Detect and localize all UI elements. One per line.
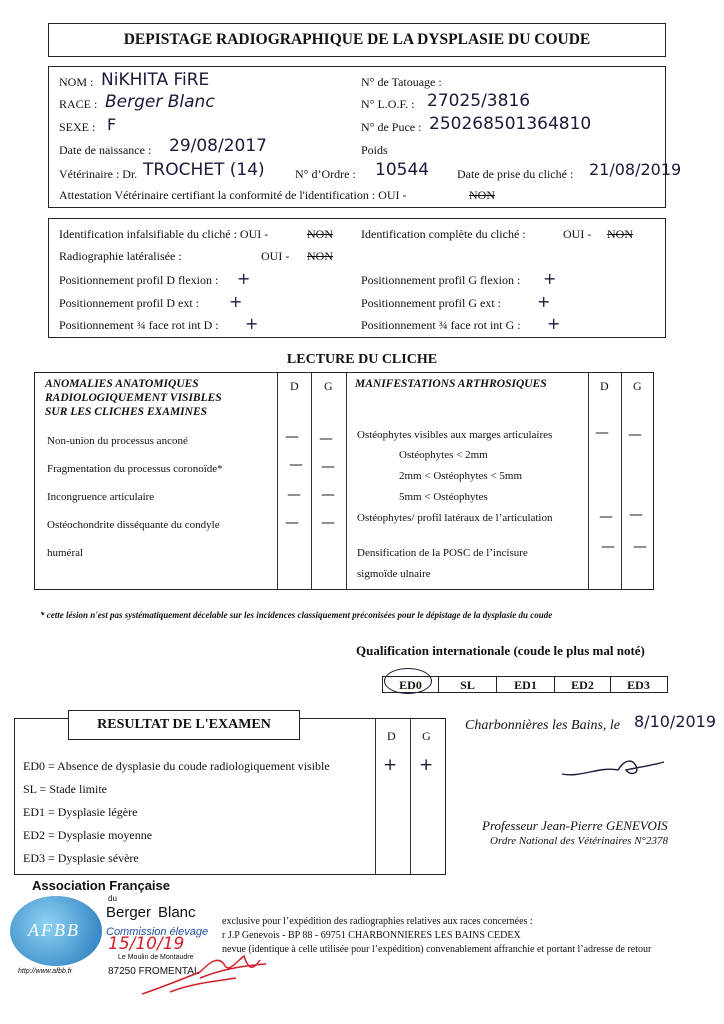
right-row-3: 2mm < Ostéophytes < 5mm [399,470,523,482]
resultat-col-d: D [387,729,396,743]
left-row-2: Fragmentation du processus coronoïde* [47,463,223,475]
mark-left-g-1: — [319,431,333,447]
bottom-line-3: nevue (identique à celle utilisée pour l’expédition) convenablement affranchie et portant l’adresse de retour [222,944,652,955]
stamp-url: http://www.afbb.fr [18,968,73,975]
stamp-assoc: Association Française [32,878,170,893]
radio-lat-non: NON [307,249,333,263]
ordre-label: N° d’Ordre : [295,167,356,181]
ident-complete-oui: OUI - [563,227,592,241]
resultat-g-mark: + [419,755,434,775]
veterinaire-value: TROCHET (14) [143,160,265,180]
mark-left-g-2: — [321,459,335,475]
resultat-line-3: ED1 = Dysplasie légère [23,805,138,819]
right-row-2: Ostéophytes < 2mm [399,449,488,461]
right-header: MANIFESTATIONS ARTHROSIQUES [355,378,547,390]
stamp-moulin: Le Moulin de Montaudre [118,954,194,961]
left-header-3: SUR LES CLICHES EXAMINES [45,406,208,418]
prise-value: 21/08/2019 [589,160,682,179]
ident-complete-non: NON [607,227,633,241]
ident-complete-label: Identification complète du cliché : [361,227,526,241]
naissance-label: Date de naissance : [59,143,152,157]
left-header-2: RADIOLOGIQUEMENT VISIBLES [45,392,222,404]
naissance-value: 29/08/2017 [169,136,267,156]
resultat-title-box [68,710,300,740]
radio-lat-oui: OUI - [261,249,290,263]
pos-g-rot-label: Positionnement ¾ face rot int G : [361,318,521,332]
resultat-title: RESULTAT DE L'EXAMEN [97,717,271,732]
right-row-6: Densification de la POSC de l’incisure [357,547,528,559]
puce-label: N° de Puce : [361,120,422,134]
lecture-col-d-left: D [290,379,299,393]
mark-right-g-3: — [633,539,647,555]
pos-d-ext-value: + [229,292,243,311]
qualification-label: Qualification internationale (coude le plus mal noté) [356,643,645,658]
grade-ed2: ED2 [555,677,611,692]
race-label: RACE : [59,97,98,111]
resultat-line-5: ED3 = Dysplasie sévère [23,851,139,865]
grade-ed1: ED1 [497,677,555,692]
pos-d-rot-label: Positionnement ¾ face rot int D : [59,318,219,332]
attestation-non: NON [469,188,495,202]
lecture-col-g-right: G [633,379,642,393]
radio-lat-label: Radiographie latéralisée : [59,249,182,263]
resultat-col-g: G [422,729,431,743]
stamp-berger: Berger [106,904,152,921]
pos-g-rot-value: + [547,314,561,333]
sexe-label: SEXE : [59,120,96,134]
resultat-line-4: ED2 = Dysplasie moyenne [23,828,153,842]
lof-label: N° L.O.F. : [361,97,415,111]
veterinaire-label: Vétérinaire : Dr. [59,167,138,181]
cliche-box [48,218,666,338]
lecture-heading: LECTURE DU CLICHE [286,352,438,367]
left-header-1: ANOMALIES ANATOMIQUES [45,378,199,390]
pos-g-flex-label: Positionnement profil G flexion : [361,273,521,287]
pos-d-flex-label: Positionnement profil D flexion : [59,273,219,287]
mark-left-d-1: — [285,429,299,445]
resultat-box [14,718,446,875]
pos-g-ext-value: + [537,292,551,311]
ident-infals-non: NON [307,227,333,241]
lecture-col-d-right: D [600,379,609,393]
right-row-7: sigmoïde ulnaire [357,568,431,580]
signature-place: Charbonnières les Bains, le [465,718,621,733]
signature-ordre: Ordre National des Vétérinaires N°2378 [490,835,668,847]
signature-scribble [560,752,670,782]
mark-right-d-3: — [601,539,615,555]
footnote: * cette lésion n'est pas systématiquement décelable sur les incidences classiquement préconisées pour le dépistage de la dysplasie du coude [40,610,553,620]
race-value: Berger Blanc [105,92,215,112]
grade-ed3: ED3 [627,678,650,692]
right-row-1: Ostéophytes visibles aux marges articulaires [357,429,553,441]
ed0-circle-mark [384,668,432,694]
mark-right-d-1: — [595,425,609,441]
lof-value: 27025/3816 [427,91,531,111]
right-row-4: 5mm < Ostéophytes [399,491,488,503]
mark-left-d-4: — [285,515,299,531]
identity-box [48,66,682,208]
lecture-table [34,372,654,590]
sexe-value: F [107,115,117,134]
left-row-4: Ostéochondrite disséquante du condyle [47,519,220,531]
mark-right-g-1: — [628,427,642,443]
stamp-hand-date: 15/10/19 [108,934,185,954]
left-row-5: huméral [47,547,84,559]
bottom-line-1: exclusive pour l’expédition des radiographies relatives aux races concernées : [222,916,533,927]
stamp-commission: Commission élevage [106,926,209,938]
pos-d-rot-value: + [245,314,259,333]
mark-right-g-2: — [629,507,643,523]
resultat-d-mark: + [383,755,398,775]
left-row-3: Incongruence articulaire [47,491,155,503]
right-row-5: Ostéophytes/ profil latéraux de l’articulation [357,512,553,524]
stamp-address: 87250 FROMENTAL [108,966,200,977]
puce-value: 250268501364810 [429,114,592,134]
mark-left-d-3: — [287,487,301,503]
resultat-line-1: ED0 = Absence de dysplasie du coude radiologiquement visible [23,759,330,773]
afbb-logo [10,896,102,966]
resultat-line-2: SL = Stade limite [23,782,107,796]
left-row-1: Non-union du processus anconé [47,435,188,447]
tatouage-label: N° de Tatouage : [361,75,442,89]
mark-left-d-2: — [289,457,303,473]
title-box [48,23,666,57]
pos-d-ext-label: Positionnement profil D ext : [59,296,199,310]
lecture-col-g-left: G [324,379,333,393]
pos-d-flex-value: + [237,269,251,288]
attestation-label: Attestation Vétérinaire certifiant la conformité de l'identification : OUI - [59,188,407,202]
signature-name: Professeur Jean-Pierre GENEVOIS [482,818,668,833]
grade-sl: SL [439,677,497,692]
mark-left-g-3: — [321,487,335,503]
signature-date: 8/10/2019 [634,712,717,731]
ordre-value: 10544 [375,160,430,180]
stamp-blanc: Blanc [158,904,196,921]
pos-g-flex-value: + [543,269,557,288]
nom-label: NOM : [59,75,94,89]
bottom-line-2: r J.P Genevois - BP 88 - 69751 CHARBONNIERES LES BAINS CEDEX [222,930,521,941]
afbb-logo-letters: AFBB [28,920,80,940]
stamp-du: du [108,894,117,903]
nom-value: NiKHITA FiRE [101,70,210,90]
poids-label: Poids [361,143,388,157]
mark-left-g-4: — [321,515,335,531]
mark-right-d-2: — [599,509,613,525]
grade-ed0: ED0 [383,677,439,692]
ident-infals-label: Identification infalsifiable du cliché : OUI - [59,227,269,241]
pos-g-ext-label: Positionnement profil G ext : [361,296,501,310]
prise-label: Date de prise du cliché : [457,167,574,181]
page-title: DEPISTAGE RADIOGRAPHIQUE DE LA DYSPLASIE DU COUDE [123,31,591,48]
